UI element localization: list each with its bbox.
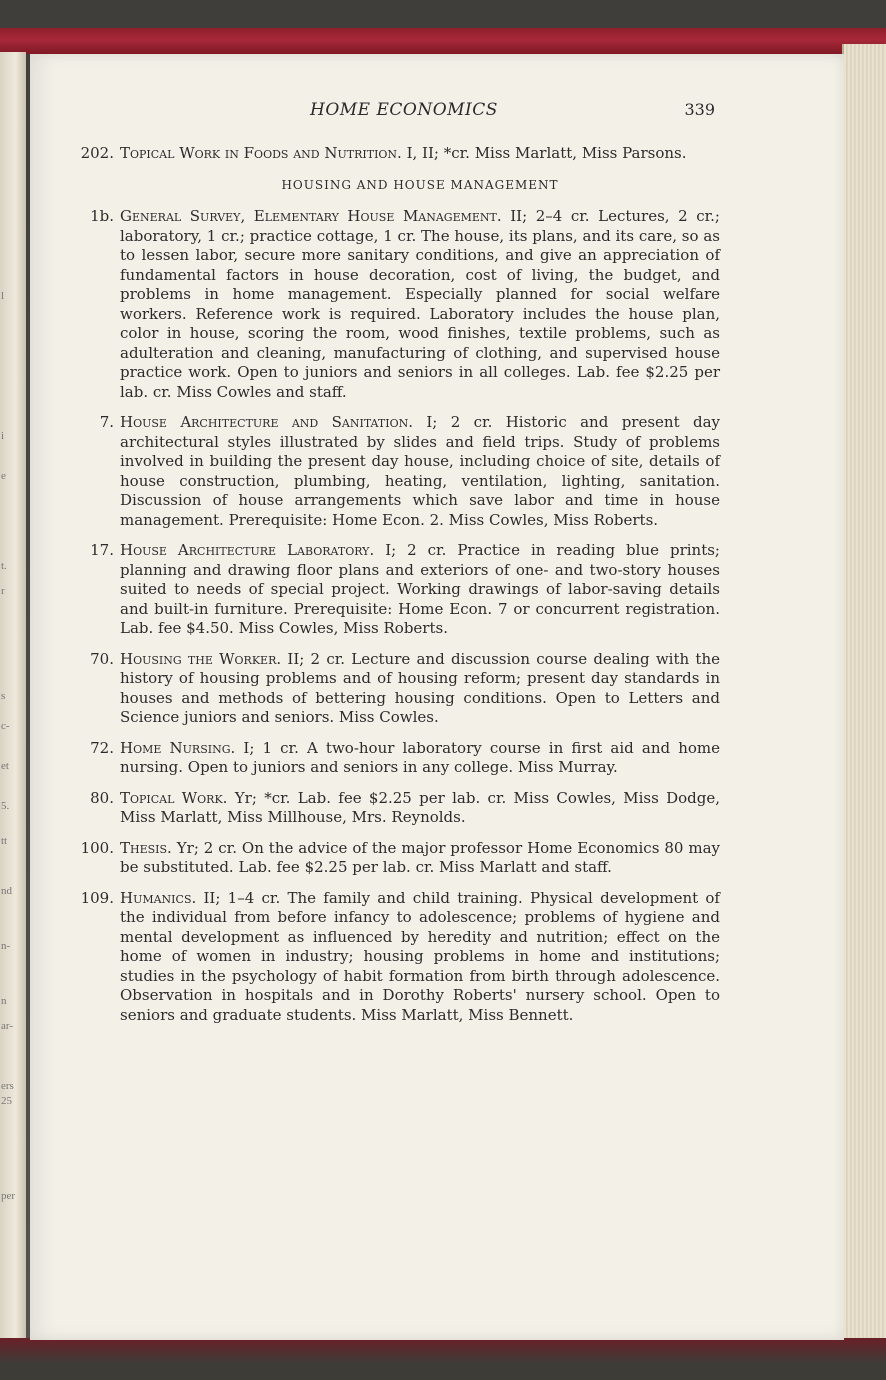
facing-page-fragment: 25 [1, 1095, 12, 1107]
course-description [120, 207, 720, 402]
course-description [120, 739, 720, 778]
facing-page-fragment: tt [1, 835, 8, 847]
course-description [120, 541, 720, 639]
section-heading: HOUSING AND HOUSE MANAGEMENT [281, 177, 559, 192]
facing-page-fragment: per [1, 1190, 16, 1202]
course-details: II; 2–4 cr. Lectures, 2 cr.; laboratory, 1 cr.; practice cottage, 1 cr. The house, its plans, and its care, so as to lessen labor, secure more sanitary conditions, and give an appreciation of fundamental factors in house decoration, cost of living, the budget, and problems in home management. Especially planned for social welfare workers. Reference work is required. Laboratory includes the house plan, color in house, scoring the room, wood finishes, textile problems, such as adulteration and cleaning, manufacturing of clothing, and supervised house practice work. Open to juniors and seniors in all colleges. Lab. fee $2.25 per lab. cr. Miss Cowles and staff. [120, 207, 720, 401]
course-number: 72. [90, 738, 114, 757]
running-head: HOME ECONOMICS [310, 100, 498, 120]
course-title: Humanics. [120, 888, 197, 907]
course-number: 202. [80, 144, 114, 162]
facing-page-fragment: l [1, 290, 5, 302]
course-number: 100. [80, 838, 114, 857]
course-details: I; 1 cr. A two-hour laboratory course in first aid and home nursing. Open to juniors and seniors in any college. Miss Murray. [120, 738, 720, 776]
course-description [120, 650, 720, 728]
course-title: Thesis. [120, 838, 172, 857]
course-details: I, II; *cr. Miss Marlatt, Miss Parsons. [401, 144, 687, 162]
facing-page-fragment: et [1, 760, 9, 772]
facing-page-fragment: n [1, 995, 7, 1007]
course-number: 109. [80, 888, 114, 907]
facing-page-fragment: ar- [1, 1020, 13, 1032]
course-details: II; 1–4 cr. The family and child training. Physical development of the individual from before infancy to adolescence; problems of hygiene and mental development as influenced by heredity and nutrition; effect on the home of women in industry; housing problems in home and institutions; studies in the psychology of habit formation from birth through adolescence. Observation in hospitals and in Dorothy Roberts' nursery school. Open to seniors and graduate students. Miss Marlatt, Miss Bennett. [120, 888, 720, 1024]
course-number: 80. [90, 788, 114, 807]
course-entry [80, 650, 720, 728]
facing-page-fragment: 5. [1, 800, 10, 812]
course-description [120, 789, 720, 828]
course-title: House Architecture and Sanitation. [120, 413, 413, 431]
course-title: House Architecture Laboratory. [120, 541, 375, 559]
course-description [120, 889, 720, 1026]
course-entry [80, 144, 720, 164]
course-number: 7. [99, 413, 114, 431]
page-edges [842, 44, 886, 1344]
course-entry [80, 839, 720, 878]
facing-page-fragment: t. [1, 560, 7, 572]
course-details: I; 2 cr. Practice in reading blue prints; planning and drawing floor plans and exteriors of one- and two-story houses suited to needs of special project. Working drawings of labor-saving details and built-in furniture. Prerequisite: Home Econ. 7 or concurrent registration. Lab. fee $4.50. Miss Cowles, Miss Roberts. [120, 541, 720, 637]
course-number: 17. [90, 541, 114, 559]
course-description [120, 144, 720, 164]
book-binding [0, 28, 886, 54]
course-title: Topical Work. [120, 788, 228, 807]
facing-page-fragment: c- [1, 720, 10, 732]
facing-page-edge [0, 52, 26, 1352]
course-description [120, 839, 720, 878]
course-entry [80, 541, 720, 639]
course-entry [80, 413, 720, 530]
scan-bottom-edge [0, 1338, 886, 1380]
facing-page-fragment: e [1, 470, 6, 482]
course-title: Home Nursing. [120, 738, 236, 757]
facing-page-fragment: ers [1, 1080, 14, 1092]
page-header [90, 100, 715, 124]
course-entry [80, 789, 720, 828]
page-number: 339 [684, 100, 715, 119]
course-details: Yr; *cr. Lab. fee $2.25 per lab. cr. Miss Cowles, Miss Dodge, Miss Marlatt, Miss Millhouse, Mrs. Reynolds. [120, 788, 720, 826]
facing-page-fragment: s [1, 690, 6, 702]
course-title: General Survey, Elementary House Management. [120, 207, 502, 225]
course-title: Housing the Worker. [120, 649, 282, 668]
facing-page-fragment: nd [1, 885, 12, 897]
course-title: Topical Work in Foods and Nutrition. [120, 144, 402, 162]
course-details: I; 2 cr. Historic and present day architectural styles illustrated by slides and field trips. Study of problems involved in building the present day house, including choice of site, details of house construction, plumbing, heating, ventilation, lighting, sanitation. Discussion of house arrangements which save labor and time in house management. Prerequisite: Home Econ. 2. Miss Cowles, Miss Roberts. [120, 413, 720, 529]
course-details: II; 2 cr. Lecture and discussion course dealing with the history of housing problems and of housing reform; present day standards in houses and methods of bettering housing conditions. Open to Letters and Science juniors and seniors. Miss Cowles. [120, 649, 720, 726]
facing-page-fragment: r [1, 585, 5, 597]
course-number: 1b. [90, 207, 114, 225]
course-details: Yr; 2 cr. On the advice of the major professor Home Economics 80 may be substituted. Lab. fee $2.25 per lab. cr. Miss Marlatt and staff. [120, 838, 720, 876]
course-number: 70. [90, 649, 114, 668]
course-entry [80, 889, 720, 1026]
course-listing [80, 144, 720, 1036]
course-entry [80, 207, 720, 402]
facing-page-fragment: n- [1, 940, 11, 952]
course-description [120, 413, 720, 530]
facing-page-fragment: i [1, 430, 5, 442]
course-entry [80, 739, 720, 778]
